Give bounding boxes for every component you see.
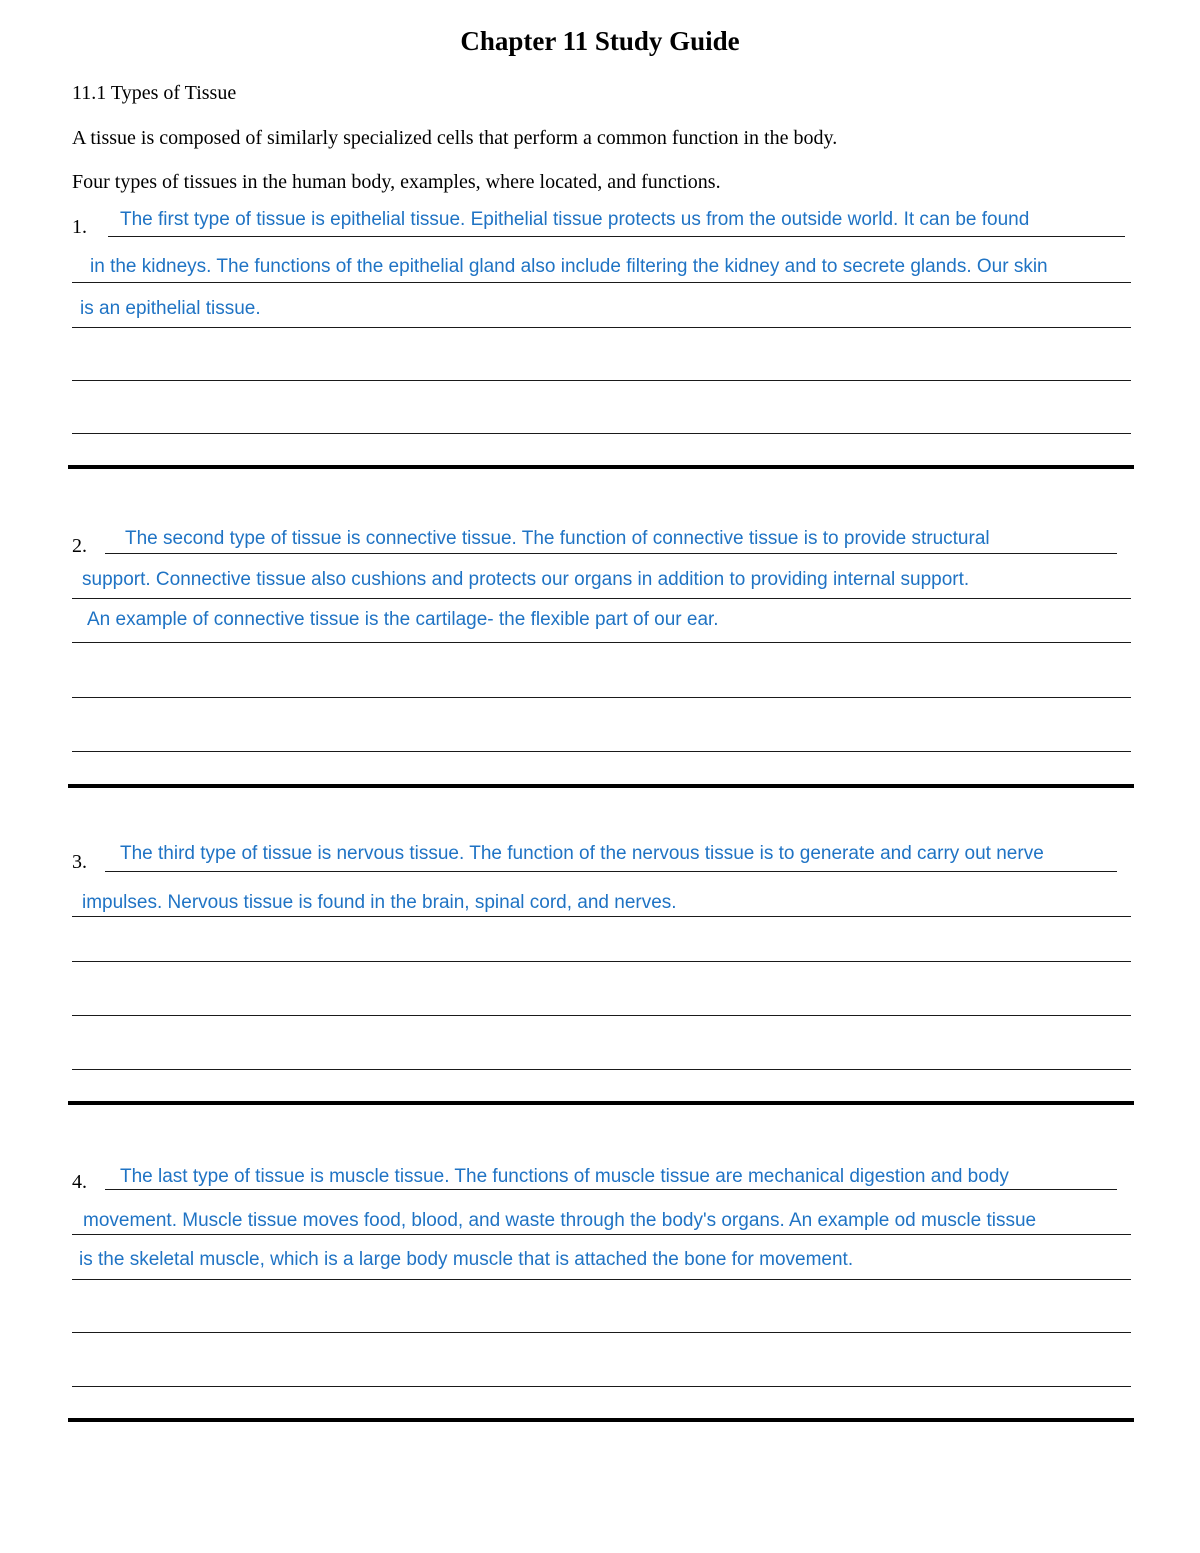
answer-line	[105, 553, 1117, 554]
answer-text-line[interactable]: is an epithelial tissue.	[80, 298, 261, 319]
answer-line	[72, 916, 1131, 917]
page-title: Chapter 11 Study Guide	[460, 26, 740, 56]
answer-line	[72, 1279, 1131, 1280]
item-number: 1.	[72, 216, 87, 238]
answer-text-line[interactable]: movement. Muscle tissue moves food, blood, and waste through the body's organs. An example od muscle tissue	[83, 1210, 1037, 1231]
answer-line	[105, 1189, 1117, 1190]
answer-text-line[interactable]: The first type of tissue is epithelial tissue. Epithelial tissue protects us from the outside world. It can be found	[120, 209, 1030, 230]
answer-line	[72, 697, 1131, 698]
answer-line	[72, 1015, 1131, 1016]
answer-line	[72, 380, 1131, 381]
intro-definition: A tissue is composed of similarly specialized cells that perform a common function in the body.	[72, 127, 838, 149]
intro-instructions: Four types of tissues in the human body, examples, where located, and functions.	[72, 171, 721, 193]
answer-line	[72, 1386, 1131, 1387]
answer-line	[72, 642, 1131, 643]
answer-line	[72, 1069, 1131, 1070]
answer-text-line[interactable]: is the skeletal muscle, which is a large body muscle that is attached the bone for movement.	[79, 1249, 854, 1270]
answer-line	[72, 327, 1131, 328]
answer-text-line[interactable]: The last type of tissue is muscle tissue. The functions of muscle tissue are mechanical digestion and body	[120, 1166, 1009, 1187]
answer-line	[72, 961, 1131, 962]
answer-line	[72, 1234, 1131, 1235]
answer-text-line[interactable]: in the kidneys. The functions of the epithelial gland also include filtering the kidney and to secrete glands. Our skin	[90, 256, 1048, 277]
section-divider	[68, 784, 1134, 788]
section-heading: 11.1 Types of Tissue	[72, 82, 237, 104]
answer-text-line[interactable]: impulses. Nervous tissue is found in the brain, spinal cord, and nerves.	[82, 892, 677, 913]
answer-text-line[interactable]: The second type of tissue is connective tissue. The function of connective tissue is to provide structural	[125, 528, 990, 549]
answer-line	[108, 236, 1125, 237]
item-number: 2.	[72, 535, 87, 557]
section-divider	[68, 465, 1134, 469]
answer-line	[105, 871, 1117, 872]
answer-line	[72, 433, 1131, 434]
answer-line	[72, 598, 1131, 599]
answer-text-line[interactable]: The third type of tissue is nervous tissue. The function of the nervous tissue is to generate and carry out nerve	[120, 843, 1044, 864]
answer-text-line[interactable]: An example of connective tissue is the cartilage- the flexible part of our ear.	[87, 609, 719, 630]
item-number: 4.	[72, 1171, 87, 1193]
answer-line	[72, 1332, 1131, 1333]
answer-line	[72, 751, 1131, 752]
answer-text-line[interactable]: support. Connective tissue also cushions and protects our organs in addition to providing internal support.	[82, 569, 970, 590]
answer-line	[72, 282, 1131, 283]
section-divider	[68, 1101, 1134, 1105]
item-number: 3.	[72, 851, 87, 873]
section-divider	[68, 1418, 1134, 1422]
